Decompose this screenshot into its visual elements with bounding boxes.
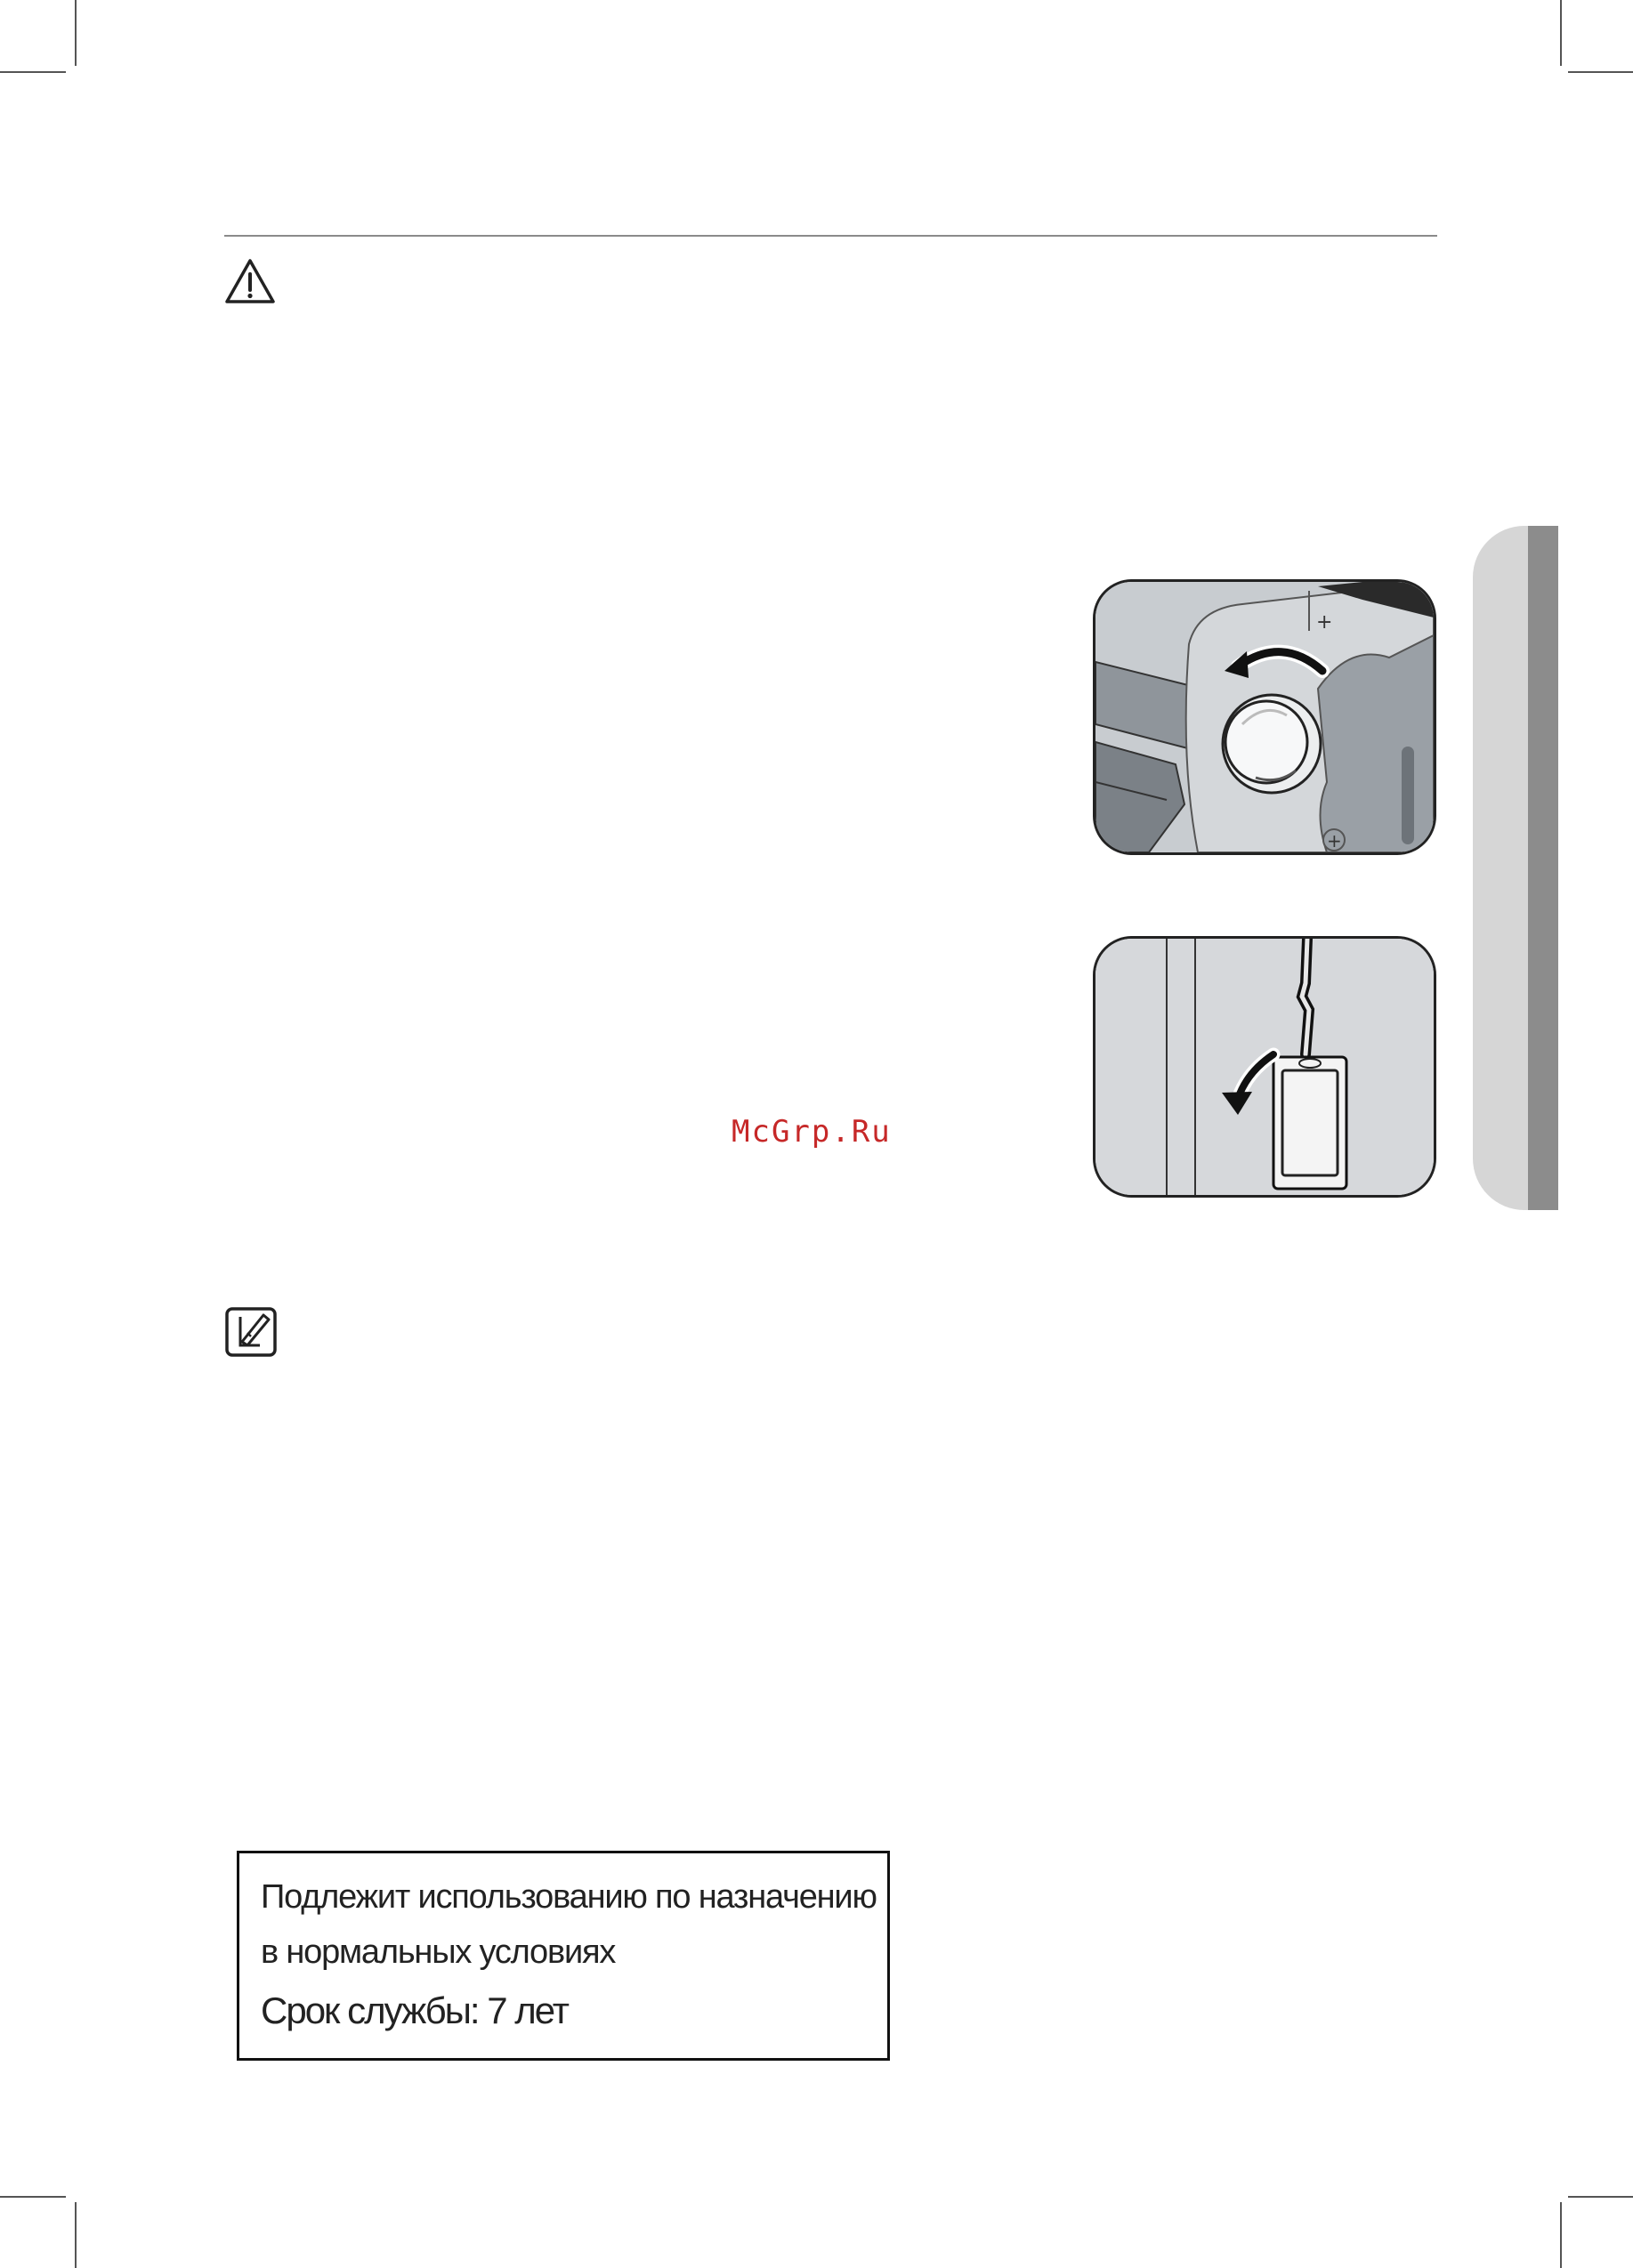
cap-removal-drawing: [1095, 582, 1434, 852]
usage-condition-line-1: Подлежит использованию по назначению: [261, 1878, 877, 1916]
crop-mark: [1568, 2196, 1633, 2198]
crop-mark: [1568, 71, 1633, 73]
svg-text:+: +: [1316, 611, 1333, 634]
cap-removal-illustration: [1093, 579, 1436, 855]
crop-mark: [1560, 2202, 1562, 2268]
crop-mark: [75, 0, 77, 66]
service-life-line: Срок службы: 7 лет: [261, 1990, 568, 2031]
warning-triangle-icon: [224, 258, 276, 304]
side-tab: [1473, 526, 1528, 1210]
side-tab-stripe: [1528, 526, 1558, 1210]
hang-tag-drawing: [1095, 939, 1434, 1195]
crop-mark: [75, 2202, 77, 2268]
hang-tag-illustration: [1093, 936, 1436, 1198]
watermark: McGrp.Ru: [732, 1114, 892, 1150]
crop-mark: [0, 2196, 66, 2198]
svg-text:+: +: [1327, 830, 1342, 852]
service-life-box: [237, 1851, 890, 2061]
crop-mark: [0, 71, 66, 73]
note-pencil-icon: [224, 1306, 278, 1358]
crop-mark: [1560, 0, 1562, 66]
usage-condition-line-2: в нормальных условиях: [261, 1933, 616, 1971]
header-rule: [224, 235, 1437, 237]
